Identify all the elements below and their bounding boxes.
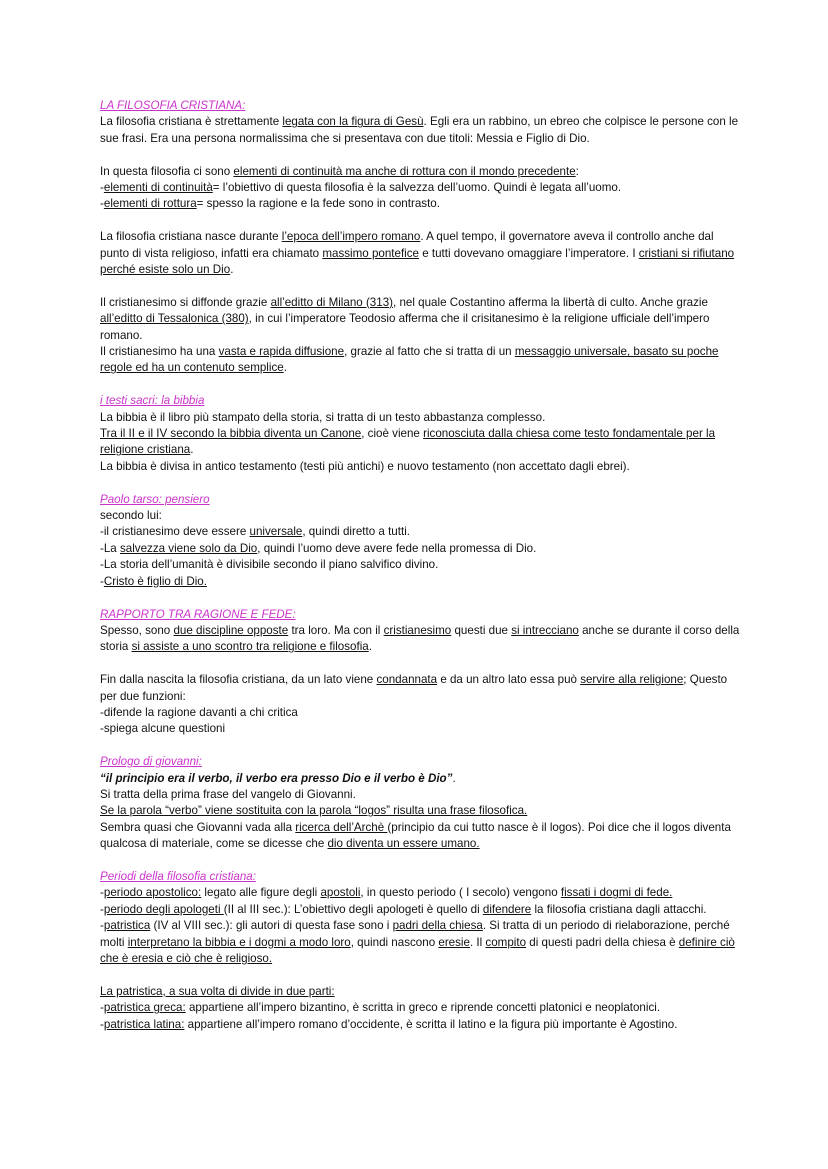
section-heading-prologo-giovanni: Prologo di giovanni:	[100, 755, 202, 769]
paragraph: La bibbia è il libro più stampato della storia, si tratta di un testo abbastanza complesso.	[100, 410, 546, 424]
list-item: -La storia dell’umanità è divisibile secondo il piano salvifico divino.	[100, 558, 439, 572]
list-item: -patristica (IV al VIII sec.): gli autori di questa fase sono i padri della chiesa. Si tratta di un periodo di rielaborazione, perché molti interpretano la bibbia e i dogmi a modo loro, quindi nascono eresie. Il compito di questi padri della chiesa è definire ciò che è eresia e ciò che è religioso.	[100, 919, 735, 965]
paragraph: La filosofia cristiana nasce durante l’epoca dell’impero romano. A quel tempo, il governatore aveva il controllo anche dal punto di vista religioso, infatti era chiamato massimo pontefice e tutti dovevano omaggiare l’imperatore. I cristiani si rifiutano perché esiste solo un Dio.	[100, 230, 735, 277]
section-heading-ragione-fede: RAPPORTO TRA RAGIONE E FEDE:	[100, 607, 296, 621]
section-heading-bibbia: i testi sacri: la bibbia	[100, 394, 205, 408]
list-item: -La salvezza viene solo da Dio, quindi l’uomo deve avere fede nella promessa di Dio.	[100, 541, 537, 555]
list-item: -Cristo è figlio di Dio.	[100, 574, 207, 588]
paragraph: Tra il II e il IV secondo la bibbia diventa un Canone, cioè viene riconosciuta dalla chiesa come testo fondamentale per la religione cristiana.	[100, 427, 716, 457]
paragraph: Fin dalla nascita la filosofia cristiana, da un lato viene condannata e da un altro lato essa può servire alla religione; Questo per due funzioni:	[100, 673, 728, 703]
list-item: -periodo degli apologeti (II al III sec.): L’obiettivo degli apologeti è quello di difendere la filosofia cristiana dagli attacchi.	[100, 902, 707, 916]
paragraph: In questa filosofia ci sono elementi di continuità ma anche di rottura con il mondo precedente:	[100, 164, 579, 178]
paragraph: Il cristianesimo ha una vasta e rapida diffusione, grazie al fatto che si tratta di un messaggio universale, basato su poche regole ed ha un contenuto semplice.	[100, 345, 719, 375]
list-item: -periodo apostolico: legato alle figure degli apostoli, in questo periodo ( I secolo) vengono fissati i dogmi di fede.	[100, 886, 673, 900]
section-heading-filosofia-cristiana: LA FILOSOFIA CRISTIANA:	[100, 99, 246, 112]
list-item: -spiega alcune questioni	[100, 722, 226, 736]
paragraph: La patristica, a sua volta di divide in due parti:	[100, 984, 335, 998]
paragraph: La bibbia è divisa in antico testamento (testi più antichi) e nuovo testamento (non accettato dagli ebrei).	[100, 459, 630, 473]
list-item: -il cristianesimo deve essere universale, quindi diretto a tutti.	[100, 525, 410, 539]
paragraph: La filosofia cristiana è strettamente legata con la figura di Gesù. Egli era un rabbino, un ebreo che colpisce le persone con le sue frasi. Era una persona normalissima che si presentava con due titoli: Messia e Figlio di Dio.	[100, 115, 739, 145]
list-item: -elementi di rottura= spesso la ragione e la fede sono in contrasto.	[100, 197, 440, 211]
section-heading-periodi: Periodi della filosofia cristiana:	[100, 869, 256, 883]
paragraph: Si tratta della prima frase del vangelo di Giovanni.	[100, 787, 356, 801]
list-item: -difende la ragione davanti a chi critica	[100, 705, 298, 719]
paragraph: Se la parola “verbo” viene sostituita con la parola “logos” risulta una frase filosofica.	[100, 804, 528, 818]
list-item: -elementi di continuità= l’obiettivo di questa filosofia è la salvezza dell’uomo. Quindi è legata all’uomo.	[100, 181, 622, 195]
section-heading-paolo-tarso: Paolo tarso: pensiero	[100, 492, 210, 506]
paragraph: Sembra quasi che Giovanni vada alla ricerca dell’Archè (principio da cui tutto nasce è il logos). Poi dice che il logos diventa qualcosa di materiale, come se dicesse che dio diventa un essere umano.	[100, 820, 731, 851]
paragraph: secondo lui:	[100, 509, 162, 523]
quote: “il principio era il verbo, il verbo era presso Dio e il verbo è Dio”.	[100, 771, 456, 785]
paragraph: Il cristianesimo si diffonde grazie all’editto di Milano (313), nel quale Costantino afferma la libertà di culto. Anche grazie all’editto di Tessalonica (380), in cui l’imperatore Teodosio afferma che il crisitanesimo è la religione ufficiale dell’impero romano.	[100, 295, 710, 342]
document-page	[100, 98, 740, 1033]
paragraph: Spesso, sono due discipline opposte tra loro. Ma con il cristianesimo questi due si intrecciano anche se durante il corso della storia si assiste a uno scontro tra religione e filosofia.	[100, 623, 740, 654]
list-item: -patristica greca: appartiene all’impero bizantino, è scritta in greco e riprende concetti platonici e neoplatonici.	[100, 1001, 661, 1015]
list-item: -patristica latina: appartiene all’impero romano d’occidente, è scritta il latino e la figura più importante è Agostino.	[100, 1017, 678, 1031]
